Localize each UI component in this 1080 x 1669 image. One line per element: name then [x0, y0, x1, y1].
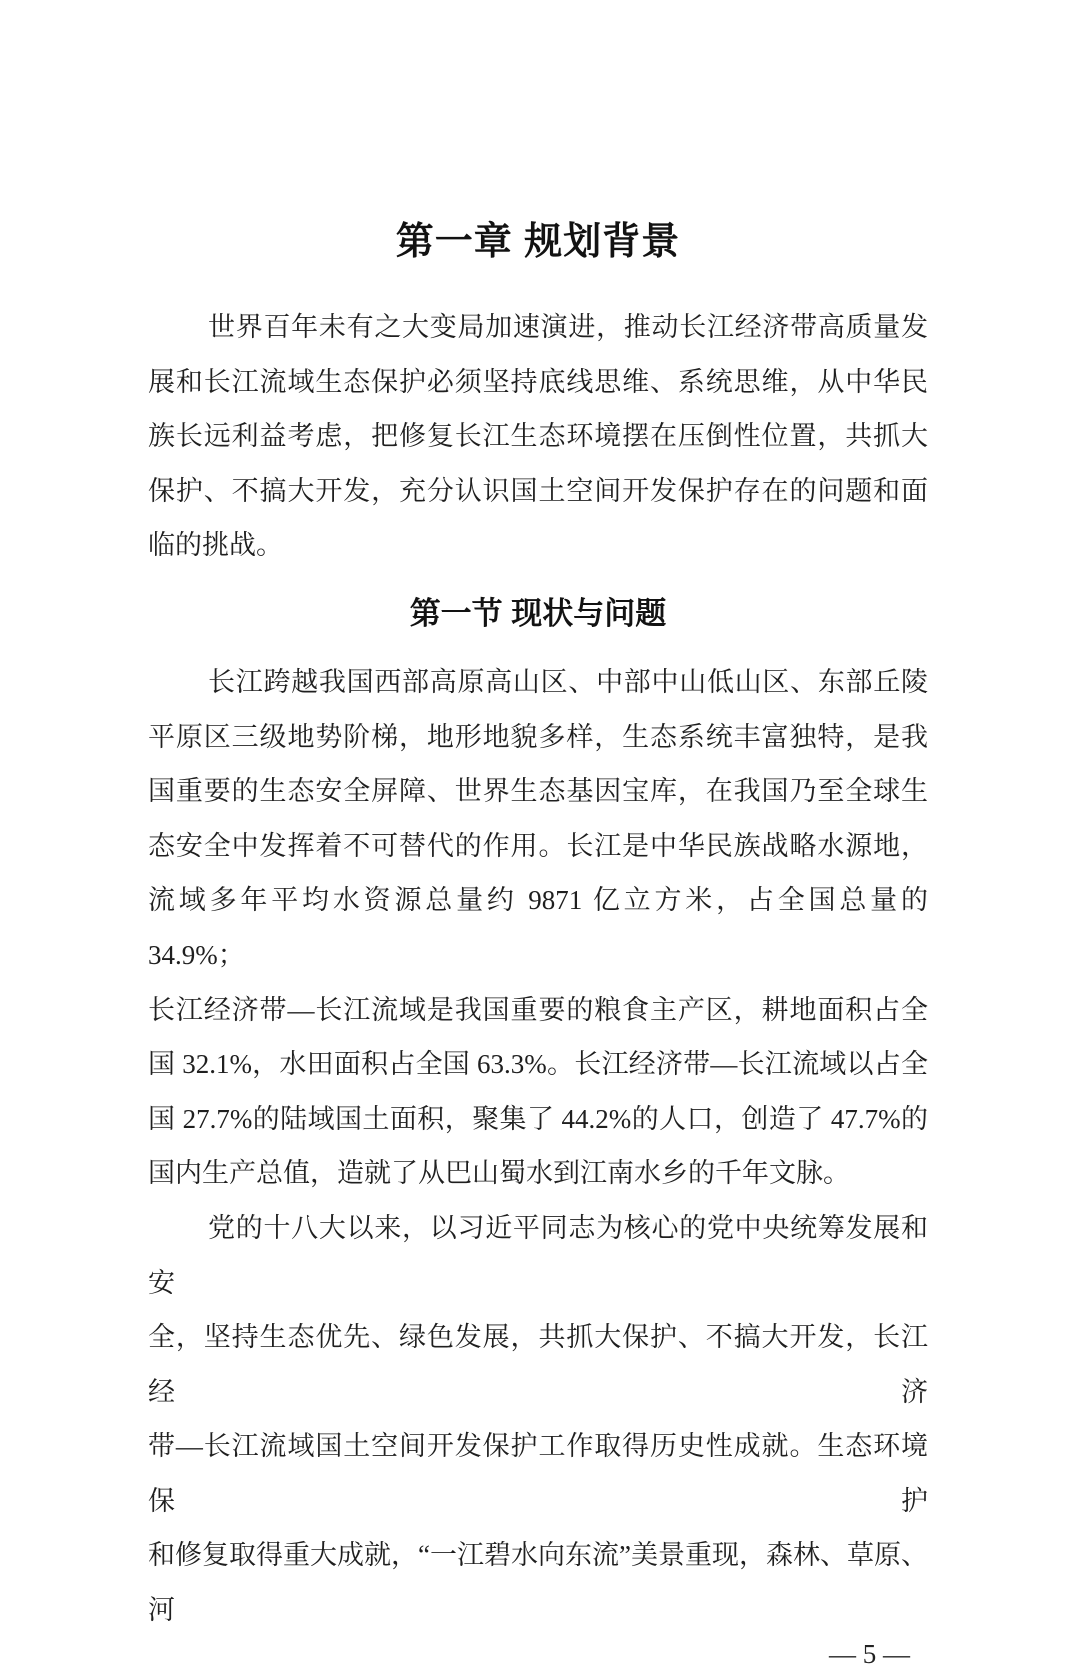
paragraph-line: 国内生产总值，造就了从巴山蜀水到江南水乡的千年文脉。 — [148, 1158, 850, 1189]
section-title: 第一节 现状与问题 — [409, 595, 667, 631]
chapter-title: 第一章 规划背景 — [395, 221, 681, 263]
achievements-paragraph — [148, 1201, 928, 1638]
paragraph-line: 全，坚持生态优先、绿色发展，共抓大保护、不搞大开发，长江经济 — [148, 1322, 928, 1407]
paragraph-line: 长江跨越我国西部高原高山区、中部中山低山区、东部丘陵 — [208, 666, 928, 697]
paragraph-line: 保护、不搞大开发，充分认识国土空间开发保护存在的问题和面 — [148, 475, 928, 506]
paragraph-line: 国重要的生态安全屏障、世界生态基因宝库，在我国乃至全球生 — [148, 776, 928, 807]
status-paragraph — [148, 655, 928, 1201]
paragraph-line: 态安全中发挥着不可替代的作用。长江是中华民族战略水源地， — [148, 830, 928, 861]
paragraph-line: 临的挑战。 — [148, 530, 283, 561]
paragraph-line: 平原区三级地势阶梯，地形地貌多样，生态系统丰富独特，是我 — [148, 721, 928, 752]
page-number: — 5 — — [829, 1638, 910, 1669]
paragraph-line: 长江经济带—长江流域是我国重要的粮食主产区，耕地面积占全 — [148, 994, 928, 1025]
paragraph-line: 展和长江流域生态保护必须坚持底线思维、系统思维，从中华民 — [148, 366, 928, 397]
paragraph-line: 流域多年平均水资源总量约 9871 亿立方米，占全国总量的 34.9%； — [148, 885, 928, 970]
paragraph-line: 世界百年未有之大变局加速演进，推动长江经济带高质量发 — [208, 312, 928, 342]
paragraph-line: 带—长江流域国土空间开发保护工作取得历史性成就。生态环境保护 — [148, 1431, 928, 1516]
paragraph-line: 国 32.1%，水田面积占全国 63.3%。长江经济带—长江流域以占全 — [148, 1049, 928, 1080]
intro-paragraph — [148, 300, 928, 573]
paragraph-line: 党的十八大以来，以习近平同志为核心的党中央统筹发展和安 — [148, 1212, 928, 1298]
paragraph-line: 族长远利益考虑，把修复长江生态环境摆在压倒性位置，共抓大 — [148, 421, 928, 452]
paragraph-line: 国 27.7%的陆域国土面积，聚集了 44.2%的人口，创造了 47.7%的 — [148, 1103, 928, 1134]
paragraph-line: 和修复取得重大成就，“一江碧水向东流”美景重现，森林、草原、河 — [148, 1540, 928, 1626]
